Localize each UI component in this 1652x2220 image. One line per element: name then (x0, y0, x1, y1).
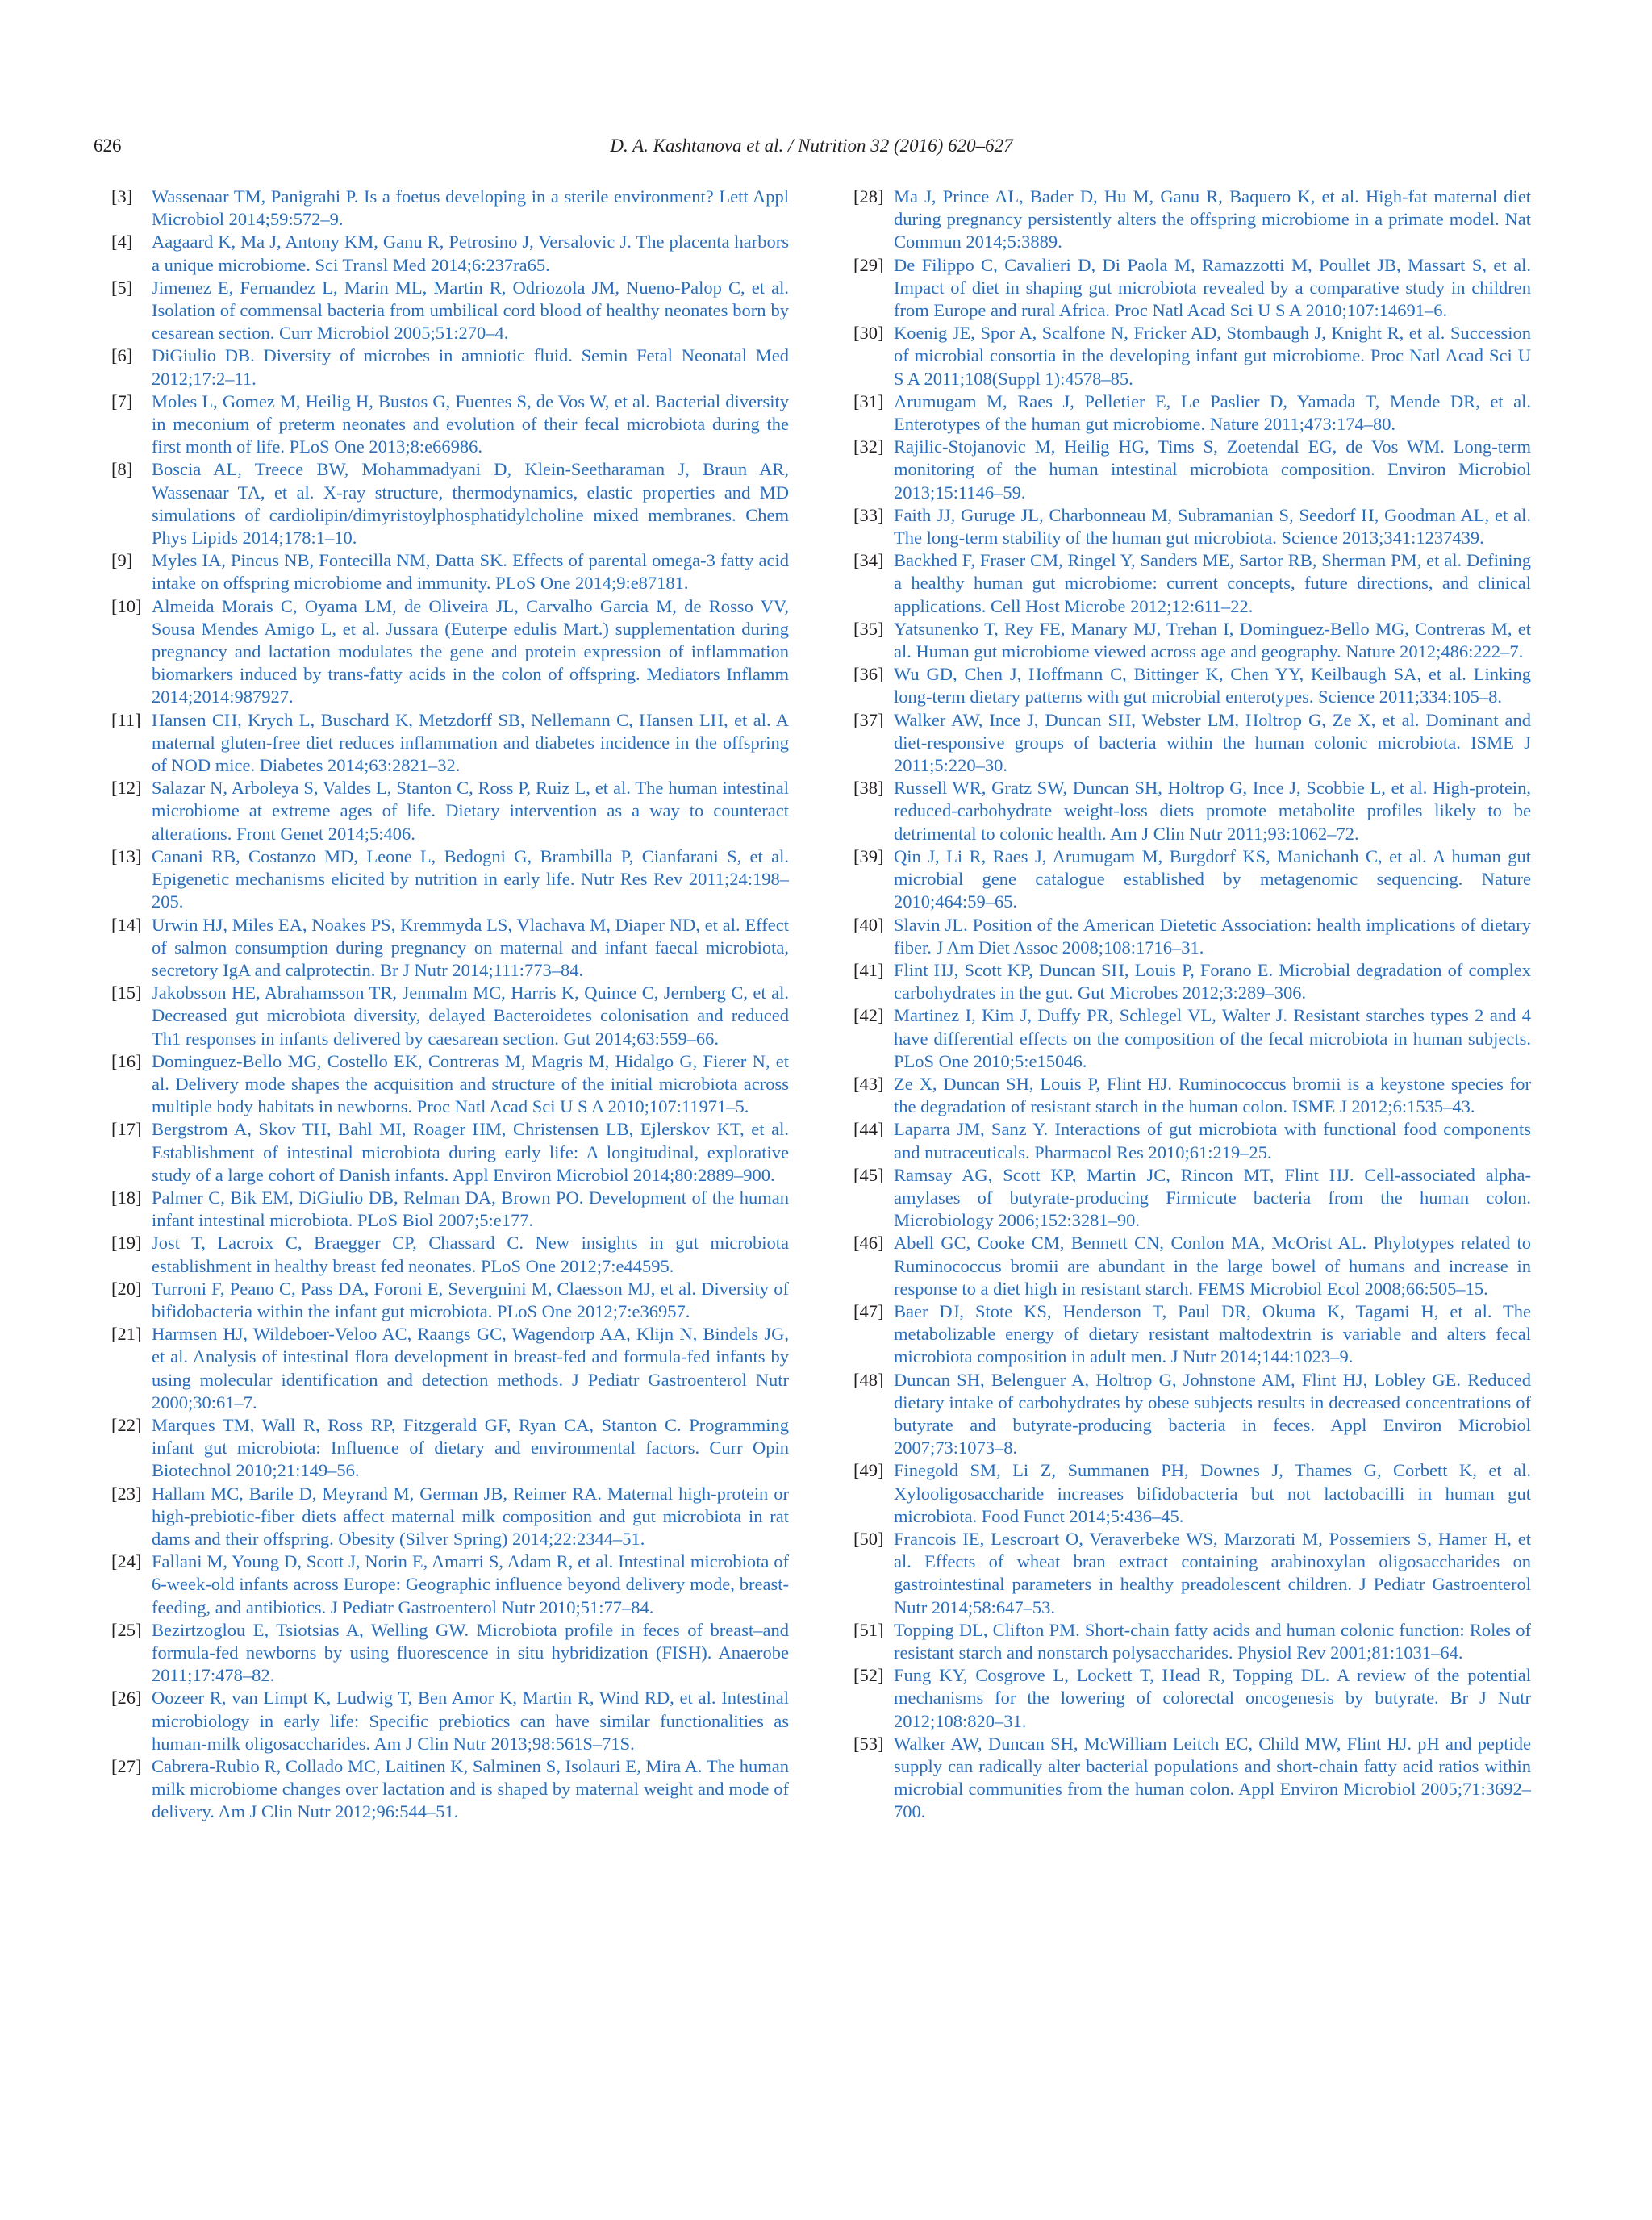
reference-number: [28] (853, 186, 884, 207)
reference-item (94, 1483, 789, 1551)
reference-link[interactable]: Backhed F, Fraser CM, Ringel Y, Sanders ME, Sartor RB, Sherman PM, et al. Defining a healthy human gut microbiome: current concepts, future directions, and clinical applications. Cell Host Microbe 2012;12:611–22. (894, 550, 1531, 616)
reference-number: [20] (111, 1278, 142, 1299)
reference-link[interactable]: Cabrera-Rubio R, Collado MC, Laitinen K, Salminen S, Isolauri E, Mira A. The human milk microbiome changes over lactation and is shaped by maternal weight and mode of delivery. Am J Clin Nutr 2012;96:544–51. (152, 1756, 789, 1822)
reference-link[interactable]: DiGiulio DB. Diversity of microbes in amniotic fluid. Semin Fetal Neonatal Med 2012;17:2–11. (152, 345, 789, 389)
reference-link[interactable]: Moles L, Gomez M, Heilig H, Bustos G, Fuentes S, de Vos W, et al. Bacterial diversity in meconium of preterm neonates and evolution of their fecal microbiota during the first month of life. PLoS One 2013;8:e66986. (152, 390, 789, 457)
reference-link[interactable]: Myles IA, Pincus NB, Fontecilla NM, Datta SK. Effects of parental omega-3 fatty acid intake on offspring microbiome and immunity. PLoS One 2014;9:e87181. (152, 550, 789, 594)
reference-number: [37] (853, 709, 884, 730)
reference-item (836, 549, 1531, 618)
reference-link[interactable]: Rajilic-Stojanovic M, Heilig HG, Tims S, Zoetendal EG, de Vos WM. Long-term monitoring of the human intestinal microbiota composition. Environ Microbiol 2013;15:1146–59. (894, 436, 1531, 503)
reference-item (94, 1414, 789, 1483)
reference-number: [30] (853, 323, 884, 344)
reference-link[interactable]: Dominguez-Bello MG, Costello EK, Contreras M, Magris M, Hidalgo G, Fierer N, et al. Delivery mode shapes the acquisition and structure of the initial microbiota across multiple body habitats in newborns. Proc Natl Acad Sci U S A 2010;107:11971–5. (152, 1050, 789, 1117)
page-header (94, 136, 1529, 161)
reference-link[interactable]: Russell WR, Gratz SW, Duncan SH, Holtrop G, Ince J, Scobbie L, et al. High-protein, reduced-carbohydrate weight-loss diets promote metabolite profiles likely to be detrimental to colonic health. Am J Clin Nutr 2011;93:1062–72. (894, 778, 1531, 844)
reference-link[interactable]: Jost T, Lacroix C, Braegger CP, Chassard C. New insights in gut microbiota establishment in healthy breast fed neonates. PLoS One 2012;7:e44595. (152, 1233, 789, 1276)
reference-link[interactable]: Francois IE, Lescroart O, Veraverbeke WS, Marzorati M, Possemiers S, Hamer H, et al. Effects of wheat bran extract containing arabinoxylan oligosaccharides on gastrointestinal parameters in healthy preadolescent children. J Pediatr Gastroenterol Nutr 2014;58:647–53. (894, 1528, 1531, 1617)
reference-number: [36] (853, 664, 884, 685)
reference-number: [15] (111, 983, 142, 1004)
reference-item (836, 959, 1531, 1004)
reference-number: [49] (853, 1460, 884, 1481)
reference-item (94, 982, 789, 1050)
reference-link[interactable]: De Filippo C, Cavalieri D, Di Paola M, Ramazzotti M, Poullet JB, Massart S, et al. Impact of diet in shaping gut microbiota revealed by a comparative study in children from Europe and rural Africa. Proc Natl Acad Sci U S A 2010;107:14691–6. (894, 254, 1531, 321)
reference-item (836, 709, 1531, 778)
reference-number: [9] (111, 550, 133, 571)
reference-number: [6] (111, 345, 133, 366)
reference-link[interactable]: Jimenez E, Fernandez L, Marin ML, Martin R, Odriozola JM, Nueno-Palop C, et al. Isolation of commensal bacteria from umbilical cord blood of healthy neonates born by cesarean section. Curr Microbiol 2005;51:270–4. (152, 277, 789, 344)
reference-item (94, 1187, 789, 1232)
reference-link[interactable]: Wu GD, Chen J, Hoffmann C, Bittinger K, Chen YY, Keilbaugh SA, et al. Linking long-term dietary patterns with gut microbial enterotypes. Science 2011;334:105–8. (894, 664, 1531, 707)
reference-number: [16] (111, 1050, 142, 1071)
reference-item (94, 1619, 789, 1688)
reference-number: [8] (111, 459, 133, 480)
reference-link[interactable]: Duncan SH, Belenguer A, Holtrop G, Johnstone AM, Flint HJ, Lobley GE. Reduced dietary intake of carbohydrates by obese subjects results in decreased concentrations of butyrate and butyrate-producing bacteria in feces. Appl Environ Microbiol 2007;73:1073–8. (894, 1369, 1531, 1458)
reference-link[interactable]: Marques TM, Wall R, Ross RP, Fitzgerald GF, Ryan CA, Stanton C. Programming infant gut microbiota: Influence of dietary and environmental factors. Curr Opin Biotechnol 2010;21:149–56. (152, 1414, 789, 1481)
reference-item (836, 254, 1531, 323)
reference-link[interactable]: Aagaard K, Ma J, Antony KM, Ganu R, Petrosino J, Versalovic J. The placenta harbors a unique microbiome. Sci Transl Med 2014;6:237ra65. (152, 232, 789, 275)
reference-number: [18] (111, 1187, 142, 1208)
reference-item (94, 1550, 789, 1619)
reference-link[interactable]: Hansen CH, Krych L, Buschard K, Metzdorff SB, Nellemann C, Hansen LH, et al. A maternal gluten-free diet reduces inflammation and diabetes incidence in the offspring of NOD mice. Diabetes 2014;63:2821–32. (152, 709, 789, 776)
reference-number: [39] (853, 845, 884, 866)
reference-link[interactable]: Oozeer R, van Limpt K, Ludwig T, Ben Amor K, Martin R, Wind RD, et al. Intestinal microbiology in early life: Specific prebiotics can have similar functionalities as human-milk oligosaccharides. Am J Clin Nutr 2013;98:561S–71S. (152, 1688, 789, 1754)
reference-number: [13] (111, 845, 142, 866)
reference-link[interactable]: Baer DJ, Stote KS, Henderson T, Paul DR, Okuma K, Tagami H, et al. The metabolizable energy of dietary resistant maltodextrin is variable and alters fecal microbiota composition in adult men. J Nutr 2014;144:1023–9. (894, 1300, 1531, 1367)
reference-item (836, 322, 1531, 390)
reference-item (836, 777, 1531, 845)
reference-number: [7] (111, 390, 133, 411)
reference-link[interactable]: Flint HJ, Scott KP, Duncan SH, Louis P, Forano E. Microbial degradation of complex carbohydrates in the gut. Gut Microbes 2012;3:289–306. (894, 959, 1531, 1004)
reference-item (836, 1232, 1531, 1300)
reference-number: [3] (111, 186, 133, 207)
reference-item (836, 1619, 1531, 1664)
reference-item (836, 1118, 1531, 1163)
reference-link[interactable]: Topping DL, Clifton PM. Short-chain fatty acids and human colonic function: Roles of resistant starch and nonstarch polysaccharides. Physiol Rev 2001;81:1031–64. (894, 1619, 1531, 1663)
reference-link[interactable]: Finegold SM, Li Z, Summanen PH, Downes J, Thames G, Corbett K, et al. Xylooligosaccharide increases bifidobacteria but not lactobacilli in human gut microbiota. Food Funct 2014;5:436–45. (894, 1460, 1531, 1526)
reference-link[interactable]: Abell GC, Cooke CM, Bennett CN, Conlon MA, McOrist AL. Phylotypes related to Ruminococcus bromii are abundant in the large bowel of humans and increase in response to a diet high in resistant starch. FEMS Microbiol Ecol 2008;66:505–15. (894, 1233, 1531, 1299)
reference-link[interactable]: Boscia AL, Treece BW, Mohammadyani D, Klein-Seetharaman J, Braun AR, Wassenaar TA, et al. X-ray structure, thermodynamics, elastic properties and MD simulations of cardiolipin/dimyristoylphosphatidylcholine mixed membranes. Chem Phys Lipids 2014;178:1–10. (152, 459, 789, 549)
reference-number: [31] (853, 390, 884, 411)
reference-item (94, 549, 789, 595)
reference-item (94, 1050, 789, 1119)
reference-item (836, 186, 1531, 254)
reference-link[interactable]: Turroni F, Peano C, Pass DA, Foroni E, Severgnini M, Claesson MJ, et al. Diversity of bifidobacteria within the infant gut microbiota. PLoS One 2012;7:e36957. (152, 1278, 789, 1321)
reference-item (836, 1459, 1531, 1528)
reference-item (836, 1164, 1531, 1233)
reference-number: [40] (853, 914, 884, 935)
reference-item (836, 504, 1531, 549)
reference-item (836, 1369, 1531, 1460)
reference-link[interactable]: Arumugam M, Raes J, Pelletier E, Le Paslier D, Yamada T, Mende DR, et al. Enterotypes of the human gut microbiome. Nature 2011;473:174–80. (894, 390, 1531, 435)
reference-item (836, 845, 1531, 914)
reference-item (836, 618, 1531, 663)
reference-number: [33] (853, 504, 884, 525)
reference-link[interactable]: Fallani M, Young D, Scott J, Norin E, Amarri S, Adam R, et al. Intestinal microbiota of 6-week-old infants across Europe: Geographic influence beyond delivery mode, breast-feeding, and antibiotics. J Pediatr Gastroenterol Nutr 2010;51:77–84. (152, 1551, 789, 1617)
reference-number: [4] (111, 232, 133, 252)
reference-number: [25] (111, 1619, 142, 1640)
reference-link[interactable]: Fung KY, Cosgrove L, Lockett T, Head R, Topping DL. A review of the potential mechanisms for the lowering of colorectal oncogenesis by butyrate. Br J Nutr 2012;108:820–31. (894, 1665, 1531, 1731)
reference-item (94, 709, 789, 778)
reference-number: [51] (853, 1619, 884, 1640)
reference-list-right (836, 186, 1531, 1824)
reference-number: [11] (111, 709, 141, 730)
reference-item (94, 277, 789, 345)
reference-link[interactable]: Laparra JM, Sanz Y. Interactions of gut microbiota with functional food components and nutraceuticals. Pharmacol Res 2010;61:219–25. (894, 1119, 1531, 1162)
reference-item (836, 390, 1531, 436)
reference-link[interactable]: Palmer C, Bik EM, DiGiulio DB, Relman DA, Brown PO. Development of the human infant intestinal microbiota. PLoS Biol 2007;5:e177. (152, 1187, 789, 1231)
reference-number: [24] (111, 1551, 142, 1572)
page-number: 626 (94, 136, 122, 156)
reference-link[interactable]: Bezirtzoglou E, Tsiotsias A, Welling GW. Microbiota profile in feces of breast–and formula-fed newborns by using fluorescence in situ hybridization (FISH). Anaerobe 2011;17:478–82. (152, 1619, 789, 1686)
reference-number: [38] (853, 778, 884, 799)
reference-link[interactable]: Faith JJ, Guruge JL, Charbonneau M, Subramanian S, Seedorf H, Goodman AL, et al. The long-term stability of the human gut microbiota. Science 2013;341:1237439. (894, 504, 1531, 549)
reference-number: [45] (853, 1164, 884, 1185)
reference-number: [46] (853, 1233, 884, 1254)
reference-number: [53] (853, 1733, 884, 1754)
reference-item (94, 458, 789, 549)
reference-number: [19] (111, 1233, 142, 1254)
reference-item (836, 436, 1531, 504)
reference-number: [35] (853, 618, 884, 639)
reference-number: [41] (853, 959, 884, 980)
reference-link[interactable]: Ramsay AG, Scott KP, Martin JC, Rincon MT, Flint HJ. Cell-associated alpha-amylases of butyrate-producing Firmicute bacteria from the human colon. Microbiology 2006;152:3281–90. (894, 1164, 1531, 1231)
reference-number: [42] (853, 1005, 884, 1026)
reference-link[interactable]: Walker AW, Duncan SH, McWilliam Leitch EC, Child MW, Flint HJ. pH and peptide supply can radically alter bacterial populations and short-chain fatty acid ratios within microbial communities from the human colon. Appl Environ Microbiol 2005;71:3692–700. (894, 1733, 1531, 1822)
reference-item (836, 1528, 1531, 1619)
reference-number: [12] (111, 778, 142, 799)
reference-link[interactable]: Koenig JE, Spor A, Scalfone N, Fricker AD, Stombaugh J, Knight R, et al. Succession of microbial consortia in the developing infant gut microbiome. Proc Natl Acad Sci U S A 2011;108(Suppl 1):4578–85. (894, 323, 1531, 389)
reference-number: [27] (111, 1756, 142, 1777)
reference-link[interactable]: Bergstrom A, Skov TH, Bahl MI, Roager HM, Christensen LB, Ejlerskov KT, et al. Establishment of intestinal microbiota during early life: A longitudinal, explorative study of a large cohort of Danish infants. Appl Environ Microbiol 2014;80:2889–900. (152, 1119, 789, 1185)
reference-item (94, 390, 789, 459)
reference-number: [21] (111, 1324, 142, 1345)
running-head: D. A. Kashtanova et al. / Nutrition 32 (2016) 620–627 (610, 136, 1013, 156)
reference-number: [52] (853, 1665, 884, 1686)
reference-number: [29] (853, 254, 884, 275)
reference-number: [26] (111, 1688, 142, 1709)
reference-number: [32] (853, 436, 884, 457)
reference-link[interactable]: Ze X, Duncan SH, Louis P, Flint HJ. Ruminococcus bromii is a keystone species for the degradation of resistant starch in the human colon. ISME J 2012;6:1535–43. (894, 1073, 1531, 1117)
reference-number: [48] (853, 1369, 884, 1390)
reference-item (94, 1755, 789, 1824)
reference-item (94, 595, 789, 709)
reference-item (94, 1232, 789, 1277)
reference-item (836, 1664, 1531, 1733)
reference-item (94, 1687, 789, 1755)
reference-item (836, 1300, 1531, 1369)
reference-item (94, 231, 789, 276)
reference-number: [50] (853, 1528, 884, 1549)
reference-link[interactable]: Walker AW, Ince J, Duncan SH, Webster LM, Holtrop G, Ze X, et al. Dominant and diet-responsive groups of bacteria within the human colonic microbiota. ISME J 2011;5:220–30. (894, 709, 1531, 776)
reference-item (836, 663, 1531, 708)
reference-item (94, 845, 789, 914)
reference-number: [47] (853, 1300, 884, 1321)
reference-number: [17] (111, 1119, 142, 1140)
reference-item (94, 1278, 789, 1323)
reference-number: [44] (853, 1119, 884, 1140)
reference-link[interactable]: Ma J, Prince AL, Bader D, Hu M, Ganu R, Baquero K, et al. High-fat maternal diet during pregnancy persistently alters the offspring microbiome in a primate model. Nat Commun 2014;5:3889. (894, 186, 1531, 252)
reference-link[interactable]: Slavin JL. Position of the American Dietetic Association: health implications of dietary fiber. J Am Diet Assoc 2008;108:1716–31. (894, 914, 1531, 958)
reference-link[interactable]: Canani RB, Costanzo MD, Leone L, Bedogni G, Brambilla P, Cianfarani S, et al. Epigenetic mechanisms elicited by nutrition in early life. Nutr Res Rev 2011;24:198–205. (152, 845, 789, 912)
reference-link[interactable]: Harmsen HJ, Wildeboer-Veloo AC, Raangs GC, Wagendorp AA, Klijn N, Bindels JG, et al. Analysis of intestinal flora development in breast-fed and formula-fed infants by using molecular identification and detection methods. J Pediatr Gastroenterol Nutr 2000;30:61–7. (152, 1324, 789, 1413)
reference-item (836, 1073, 1531, 1118)
reference-link[interactable]: Wassenaar TM, Panigrahi P. Is a foetus developing in a sterile environment? Lett Appl Microbiol 2014;59:572–9. (152, 186, 789, 230)
reference-number: [5] (111, 277, 133, 298)
reference-list-left (94, 186, 789, 1824)
reference-number: [43] (853, 1073, 884, 1094)
reference-link[interactable]: Salazar N, Arboleya S, Valdes L, Stanton C, Ross P, Ruiz L, et al. The human intestinal microbiome at extreme ages of life. Dietary intervention as a way to counteract alterations. Front Genet 2014;5:406. (152, 778, 789, 844)
reference-number: [34] (853, 550, 884, 571)
reference-item (836, 914, 1531, 959)
reference-number: [22] (111, 1414, 142, 1435)
reference-item (94, 1323, 789, 1414)
reference-link[interactable]: Urwin HJ, Miles EA, Noakes PS, Kremmyda LS, Vlachava M, Diaper ND, et al. Effect of salmon consumption during pregnancy on maternal and infant faecal microbiota, secretory IgA and calprotectin. Br J Nutr 2014;111:773–84. (152, 914, 789, 980)
reference-item (836, 1733, 1531, 1824)
reference-item (94, 777, 789, 845)
reference-link[interactable]: Martinez I, Kim J, Duffy PR, Schlegel VL, Walter J. Resistant starches types 2 and 4 have differential effects on the composition of the fecal microbiota in human subjects. PLoS One 2010;5:e15046. (894, 1005, 1531, 1071)
reference-link[interactable]: Hallam MC, Barile D, Meyrand M, German JB, Reimer RA. Maternal high-protein or high-prebiotic-fiber diets affect maternal milk composition and gut microbiota in rat dams and their offspring. Obesity (Silver Spring) 2014;22:2344–51. (152, 1483, 789, 1549)
reference-number: [23] (111, 1483, 142, 1504)
reference-item (94, 914, 789, 983)
reference-item (94, 344, 789, 390)
reference-link[interactable]: Yatsunenko T, Rey FE, Manary MJ, Trehan I, Dominguez-Bello MG, Contreras M, et al. Human gut microbiome viewed across age and geography. Nature 2012;486:222–7. (894, 618, 1531, 662)
reference-number: [14] (111, 914, 142, 935)
reference-link[interactable]: Jakobsson HE, Abrahamsson TR, Jenmalm MC, Harris K, Quince C, Jernberg C, et al. Decreased gut microbiota diversity, delayed Bacteroidetes colonisation and reduced Th1 responses in infants delivered by caesarean section. Gut 2014;63:559–66. (152, 983, 789, 1049)
reference-item (94, 186, 789, 231)
reference-item (94, 1118, 789, 1187)
reference-link[interactable]: Almeida Morais C, Oyama LM, de Oliveira JL, Carvalho Garcia M, de Rosso VV, Sousa Mendes Amigo L, et al. Jussara (Euterpe edulis Mart.) supplementation during pregnancy and lactation modulates the gene and protein expression of inflammation biomarkers induced by trans-fatty acids in the colon of offspring. Mediators Inflamm 2014;2014:987927. (152, 595, 789, 707)
reference-number: [10] (111, 595, 142, 616)
reference-item (836, 1004, 1531, 1073)
reference-link[interactable]: Qin J, Li R, Raes J, Arumugam M, Burgdorf KS, Manichanh C, et al. A human gut microbial gene catalogue established by metagenomic sequencing. Nature 2010;464:59–65. (894, 845, 1531, 912)
